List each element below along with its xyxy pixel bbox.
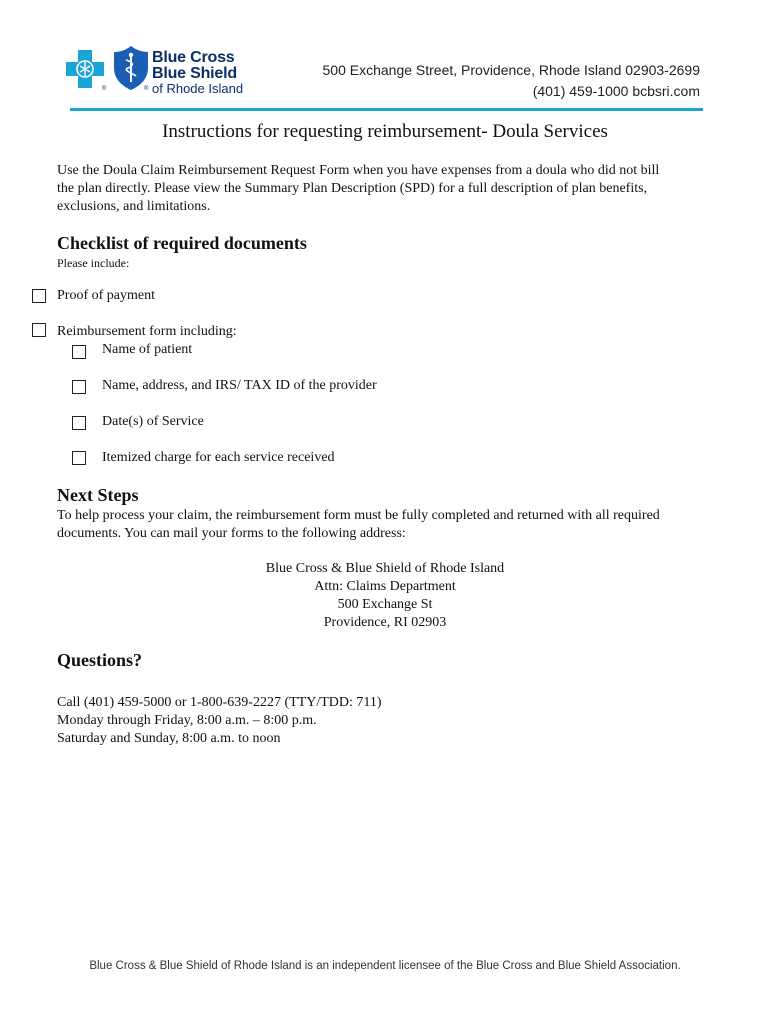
mailing-address bbox=[0, 560, 770, 632]
page-title: Instructions for requesting reimbursement- Doula Services bbox=[162, 121, 608, 142]
checkbox-reimbursement-form[interactable] bbox=[32, 323, 46, 337]
brand-logo bbox=[66, 46, 266, 98]
header-divider bbox=[70, 108, 703, 111]
questions-line: Monday through Friday, 8:00 a.m. – 8:00 p.m. bbox=[57, 713, 317, 728]
blue-shield-logo-icon bbox=[114, 46, 148, 90]
brand-line-1: Blue Cross bbox=[152, 49, 235, 66]
checklist-subitem: Itemized charge for each service received bbox=[102, 450, 335, 465]
next-steps-paragraph bbox=[57, 507, 717, 543]
checklist-item: Reimbursement form including: bbox=[57, 324, 237, 339]
checklist-subheading: Please include: bbox=[57, 256, 130, 270]
brand-line-2: Blue Shield bbox=[152, 65, 237, 82]
checkbox-proof-of-payment[interactable] bbox=[32, 289, 46, 303]
reg-mark: ® bbox=[102, 86, 107, 92]
intro-paragraph bbox=[57, 162, 717, 216]
checklist-subitem: Date(s) of Service bbox=[102, 414, 204, 429]
footer-disclaimer: Blue Cross & Blue Shield of Rhode Island is an independent licensee of the Blue Cross and Blue Shield Association. bbox=[89, 960, 681, 972]
mailing-address-line: Blue Cross & Blue Shield of Rhode Island bbox=[265, 561, 505, 576]
questions-line: Call (401) 459-5000 or 1-800-639-2227 (TTY/TDD: 711) bbox=[57, 695, 382, 710]
mailing-address-line: Attn: Claims Department bbox=[314, 579, 456, 594]
checkbox-dates-of-service[interactable] bbox=[72, 416, 86, 430]
next-steps-line: To help process your claim, the reimbursement form must be fully completed and returned with all required bbox=[57, 508, 660, 523]
header-address: 500 Exchange Street, Providence, Rhode Island 02903-2699 bbox=[322, 62, 700, 78]
next-steps-heading: Next Steps bbox=[57, 485, 139, 505]
checkbox-itemized-charge[interactable] bbox=[72, 451, 86, 465]
intro-line: the plan directly. Please view the Summary Plan Description (SPD) for a full description of plan benefits, bbox=[57, 181, 648, 196]
intro-line: Use the Doula Claim Reimbursement Request Form when you have expenses from a doula who did not bill bbox=[57, 163, 660, 178]
checkbox-name-of-patient[interactable] bbox=[72, 345, 86, 359]
questions-block bbox=[57, 694, 717, 748]
blue-cross-logo-icon bbox=[66, 50, 104, 88]
header-phone-website: (401) 459-1000 bcbsri.com bbox=[532, 83, 700, 99]
brand-line-3: of Rhode Island bbox=[152, 81, 244, 96]
checklist-subitem: Name, address, and IRS/ TAX ID of the provider bbox=[102, 378, 377, 393]
mailing-address-line: 500 Exchange St bbox=[337, 597, 433, 612]
checklist-heading: Checklist of required documents bbox=[57, 233, 307, 253]
checklist-item: Proof of payment bbox=[57, 288, 155, 303]
questions-heading: Questions? bbox=[57, 650, 143, 670]
questions-line: Saturday and Sunday, 8:00 a.m. to noon bbox=[57, 731, 281, 746]
checkbox-provider-info[interactable] bbox=[72, 380, 86, 394]
checklist-subitem: Name of patient bbox=[102, 342, 193, 357]
reg-mark: ® bbox=[144, 86, 149, 92]
next-steps-line: documents. You can mail your forms to the following address: bbox=[57, 526, 406, 541]
intro-line: exclusions, and limitations. bbox=[57, 199, 211, 214]
mailing-address-line: Providence, RI 02903 bbox=[323, 615, 447, 630]
